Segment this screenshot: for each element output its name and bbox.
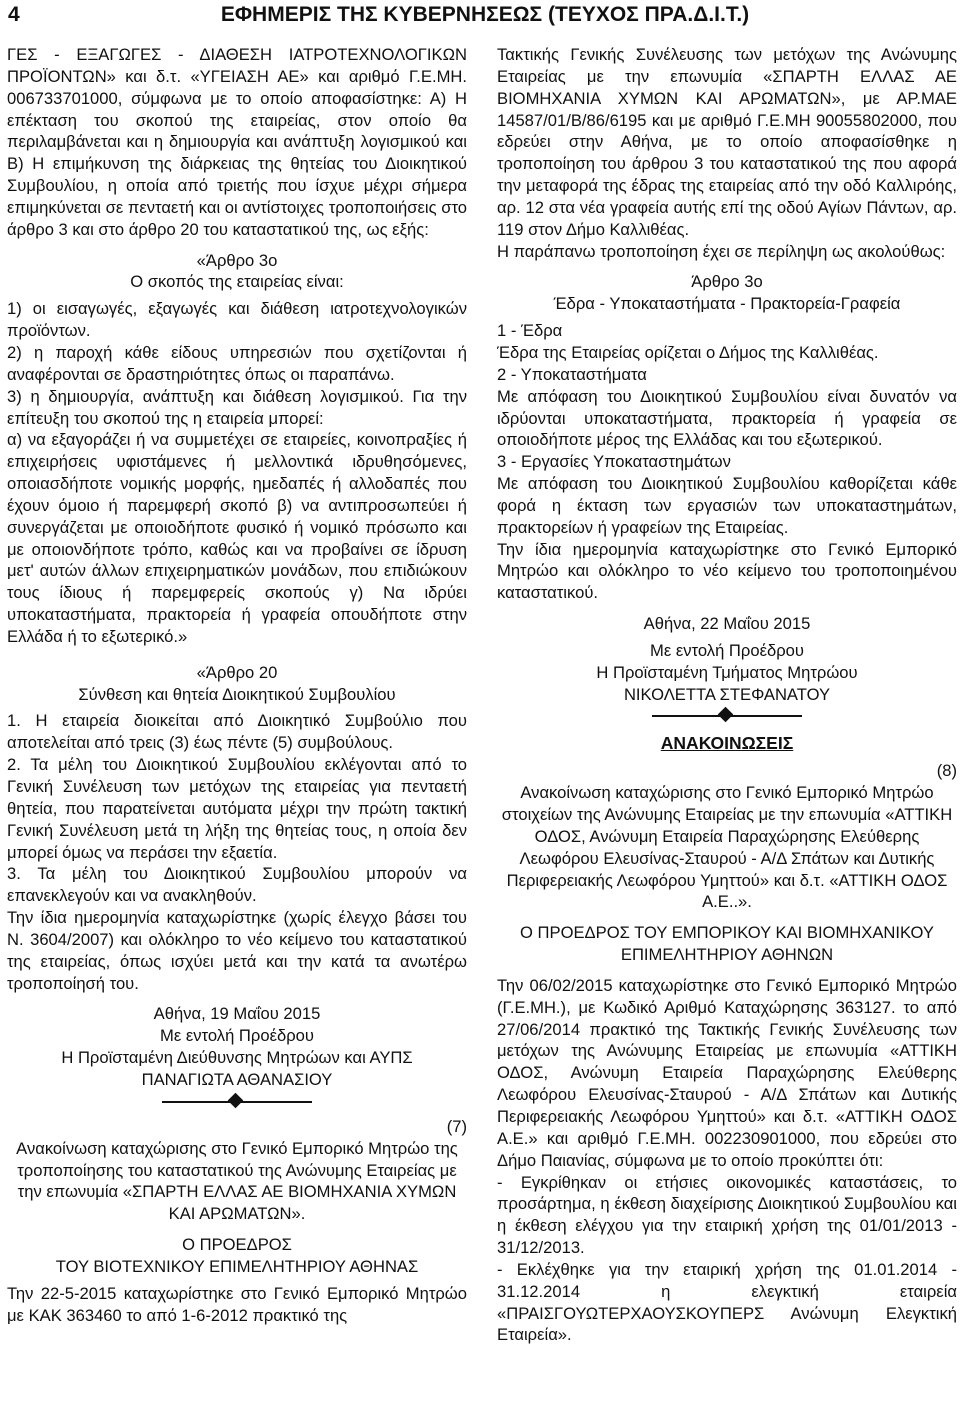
registration-paragraph: Την ίδια ημερομηνία καταχωρίστηκε (χωρίς έλεγχο βάσει του Ν. 3604/2007) και ολόκληρο το νέο κείμενο του καταστατικού της εταιρείας, όπως ισχύει μετά και την κατά τα ανωτέρω τροποποίησή του.: [7, 908, 467, 993]
notice-title: Ανακοίνωση καταχώρισης στο Γενικό Εμπορικό Μητρώο της τροποποίησης του καταστατικού της Ανώνυμης Εταιρείας με την επωνυμία «ΣΠΑΡΤΗ ΕΛΛΑΣ ΑΕ ΒΙΟΜΗΧΑΝΙΑ ΧΥΜΩΝ ΚΑΙ ΑΡΩΜΑΤΩΝ».: [16, 1138, 458, 1224]
registration-paragraph: Την ίδια ημερομηνία καταχωρίστηκε στο Γενικό Εμπορικό Μητρώο και ολόκληρο το νέο κείμενο του τροποποιημένου καταστατικού.: [497, 539, 957, 603]
article-3-title: Άρθρο 3ο: [691, 272, 763, 292]
signature-name: ΠΑΝΑΓΙΩΤΑ ΑΘΑΝΑΣΙΟΥ: [141, 1069, 333, 1089]
separator-diamond: [162, 1093, 312, 1111]
section-1-body: Έδρα της Εταιρείας ορίζεται ο Δήμος της Καλλιθέας.: [497, 342, 879, 362]
notice-body: Την 06/02/2015 καταχωρίστηκε στο Γενικό Εμπορικό Μητρώο (Γ.Ε.ΜΗ.), με Κωδικό Αριθμό Καταχώρησης 363127. το από 27/06/2014 πρακτικό της Τακτικής Γενικής Συνέλευσης των μετόχων της Ανώνυμης Εταιρείας με επωνυμία «ΑΤΤΙΚΗ ΟΔΟΣ, Ανώνυμη Εταιρεία Παραχώρησης Ελεύθερης Λεωφόρου Ελευσίνας-Σταυρού - Α/Δ Σπάτων και Δυτικής Περιφερειακής Λεωφόρου Υμηττού» και δ.τ. «ΑΤΤΙΚΗ ΟΔΟΣ Α.Ε.» και αριθμό Γ.Ε.ΜΗ. 002230901000, που εδρεύει στο Δήμο Παιανίας, σύμφωνα με το οποίο προκύπτει ότι:: [497, 975, 957, 1170]
right-column: [497, 44, 957, 1414]
journal-title: ΕΦΗΜΕΡΙΣ ΤΗΣ ΚΥΒΕΡΝΗΣΕΩΣ (ΤΕΥΧΟΣ ΠΡΑ.Δ.Ι.Τ.): [220, 3, 750, 26]
notice-number: (7): [446, 1116, 467, 1136]
article-20-item-3: 3. Τα μέλη του Διοικητικού Συμβουλίου μπορούν να επανεκλεγούν και να ανακληθούν.: [7, 864, 467, 906]
signature-name: ΝΙΚΟΛΕΤΤΑ ΣΤΕΦΑΝΑΤΟΥ: [623, 684, 831, 704]
article-20-item-2: 2. Τα μέλη του Διοικητικού Συμβουλίου εκλέγονται από το Γενική Συνέλευση των μετόχων της εταιρείας για πενταετή θητεία, που παρατείνεται αυτόματα μέχρι την πρώτη τακτική Γενική Συνέλευση μετά τη λήξη της θητείας τους, η οποία δεν μπορεί όμως να περάσει την εξαετία.: [7, 755, 467, 862]
section-3-head: 3 - Εργασίες Υποκαταστημάτων: [497, 452, 731, 472]
section-2-body: Με απόφαση του Διοικητικού Συμβουλίου είναι δυνατόν να ιδρύονται υποκαταστήματα, πρακτορεία ή γραφεία σε οποιοδήποτε μέρος της Ελλάδας και του εξωτερικού.: [497, 386, 957, 450]
chamber-name: ΕΠΙΜΕΛΗΤΗΡΙΟΥ ΑΘΗΝΩΝ: [620, 945, 834, 965]
section-1-head: 1 - Έδρα: [497, 321, 563, 341]
signature-date: Αθήνα, 19 Μαΐου 2015: [153, 1004, 321, 1024]
article-20-item-1: 1. Η εταιρεία διοικείται από Διοικητικό Συμβούλιο που αποτελείται από τρεις (3) έως πέντε (5) συμβούλους.: [7, 711, 467, 753]
notice-number: (8): [936, 761, 957, 781]
page-number: 4: [8, 3, 20, 26]
notice-body: Την 22-5-2015 καταχωρίστηκε στο Γενικό Εμπορικό Μητρώο με ΚΑΚ 363460 το από 1-6-2012 πρακτικό της: [7, 1283, 467, 1325]
article-3-title: «Άρθρο 3ο: [196, 250, 278, 270]
section-2-head: 2 - Υποκαταστήματα: [497, 364, 647, 384]
article-3-item-3: 3) η δημιουργία, ανάπτυξη και διάθεση λογισμικού. Για την επίτευξη του σκοπού της η εταιρεία μπορεί:: [7, 386, 467, 428]
page-header: [8, 3, 952, 33]
article-20-title: «Άρθρο 20: [196, 662, 278, 682]
article-3-item-1: 1) οι εισαγωγές, εξαγωγές και διάθεση ιατροτεχνολογικών προϊόντων.: [7, 299, 467, 341]
signature-order: Με εντολή Προέδρου: [650, 640, 804, 660]
signature-role: Η Προϊσταμένη Διεύθυνσης Μητρώων και ΑΥΠΣ: [61, 1048, 413, 1068]
article-3-item-2: 2) η παροχή κάθε είδους υπηρεσιών που σχετίζονται ή αναφέρονται σε δραστηριότητες όπως οι παραπάνω.: [7, 342, 467, 384]
summary-paragraph: Η παράπανω τροποποίηση έχει σε περίληψη ως ακολούθως:: [497, 241, 946, 261]
article-20-subtitle: Σύνθεση και θητεία Διοικητικού Συμβουλίου: [78, 684, 396, 704]
chamber-president: Ο ΠΡΟΕΔΡΟΣ: [182, 1235, 292, 1255]
announcements-heading: ΑΝΑΚΟΙΝΩΣΕΙΣ: [660, 733, 794, 754]
signature-order: Με εντολή Προέδρου: [160, 1026, 314, 1046]
left-column: [7, 44, 467, 1414]
article-3-item-4: α) να εξαγοράζει ή να συμμετέχει σε εταιρείες, κοινοπραξίες ή επιχειρήσεις υφιστάμενες ή μελλοντικά ιδρυθησόμενες, οποιασδήποτε νομικής μορφής, ημεδαπές ή αλλοδαπές που έχουν όμοιο ή παρεμφερή σκοπό β) να αντιπροσωπεύει ή συνεργάζεται με οποιοδήποτε φυσικό ή νομικό πρόσωπο και με οποιονδήποτε τρόπο, καθώς και να προβαίνει σε ίδρυση μετ' αυτών άλλων επιχειρηματικών μονάδων, που επιδιώκουν τους ίδιους ή παρεμφερείς σκοπούς γ) Να ιδρύει υποκαταστήματα, πρακτορεία ή γραφεία οπουδήποτε στην Ελλάδα ή το εξωτερικό.»: [7, 430, 467, 646]
continuation-paragraph: Τακτικής Γενικής Συνέλευσης των μετόχων της Ανώνυμης Εταιρείας με την επωνυμία «ΣΠΑΡΤΗ ΕΛΛΑΣ ΑΕ ΒΙΟΜΗΧΑΝΙΑ ΧΥΜΩΝ ΚΑΙ ΑΡΩΜΑΤΩΝ», με ΑΡ.ΜΑΕ 14587/01/Β/86/6195 και με αριθμό Γ.Ε.ΜΗ 90055802000, που εδρεύει στην Αθήνα, με το οποίο αποφασίσθηκε η τροποποίηση του άρθρου 3 του καταστατικού της που αφορά την μεταφορά της έδρας της εταιρείας από την οδό Καλλιρόης, αρ. 12 στα νέα γραφεία αυτής επί της οδού Αγίων Πάντων, αρ. 119 στον Δήμο Καλλιθέας.: [497, 45, 957, 239]
separator-diamond: [652, 707, 802, 725]
notice-title: Ανακοίνωση καταχώρισης στο Γενικό Εμπορικό Μητρώο στοιχείων της Ανώνυμης Εταιρείας με την επωνυμία «ΑΤΤΙΚΗ ΟΔΟΣ, Ανώνυμη Εταιρεία Παραχώρησης Ελεύθερης Λεωφόρου Ελευσίνας-Σταυρού - Α/Δ Σπάτων και Δυτικής Περιφερειακής Λεωφόρου Υμηττού» και δ.τ. «ΑΤΤΙΚΗ ΟΔΟΣ Α.Ε..».: [501, 783, 953, 912]
notice-item-2: - Εκλέχθηκε για την εταιρική χρήση της 01.01.2014 - 31.12.2014 η ελεγκτική εταιρεία «ΠΡΑΙΣΓΟΥΩΤΕΡΧΑΟΥΣΚΟΥΠΕΡΣ Ανώνυμη Ελεγκτική Εταιρεία».: [497, 1259, 957, 1345]
signature-date: Αθήνα, 22 Μαΐου 2015: [643, 614, 811, 634]
signature-role: Η Προϊσταμένη Τμήματος Μητρώου: [596, 662, 858, 682]
intro-paragraph: ΓΕΣ - ΕΞΑΓΩΓΕΣ - ΔΙΑΘΕΣΗ ΙΑΤΡΟΤΕΧΝΟΛΟΓΙΚΩΝ ΠΡΟΪΟΝΤΩΝ» και δ.τ. «ΥΓΕΙΑΣΗ ΑΕ» και αριθμό Γ.Ε.ΜΗ. 006733701000, σύμφωνα με το οποίο αποφασίστηκε: Α) Η επέκταση του σκοπού της εταιρείας, στον οποίο θα περιλαμβάνεται και η δημιουργία και ανάπτυξη λογισμικού και Β) Η επιμήκυνση της διάρκειας της θητείας του Διοικητικού Συμβουλίου, η οποία από τριετής που ίσχυε μέχρι σήμερα επιμηκύνεται σε πενταετή και οι αντίστοιχες τροποποιήσεις στο άρθρο 3 και στο άρθρο 20 του καταστατικού της, ως εξής:: [7, 45, 467, 239]
article-3-subtitle: Έδρα - Υποκαταστήματα - Πρακτορεία-Γραφεία: [553, 294, 901, 314]
chamber-name: ΤΟΥ ΒΙΟΤΕΧΝΙΚΟΥ ΕΠΙΜΕΛΗΤΗΡΙΟΥ ΑΘΗΝΑΣ: [55, 1256, 419, 1276]
section-3-body: Με απόφαση του Διοικητικού Συμβουλίου καθορίζεται κάθε φορά η έκταση των εργασιών των υποκαταστημάτων, πρακτορείων ή γραφείων της Εταιρείας.: [497, 474, 957, 537]
chamber-president: Ο ΠΡΟΕΔΡΟΣ ΤΟΥ ΕΜΠΟΡΙΚΟΥ ΚΑΙ ΒΙΟΜΗΧΑΝΙΚΟΥ: [520, 923, 934, 943]
notice-item-1: - Εγκρίθηκαν οι ετήσιες οικονομικές καταστάσεις, το προσάρτημα, η έκθεση διαχείρισης Διοικητικού Συμβουλίου και η έκθεση ελέγχου για την εταιρική χρήση της 01/01/2013 - 31/12/2013.: [497, 1172, 957, 1258]
article-3-subtitle: Ο σκοπός της εταιρείας είναι:: [130, 272, 344, 292]
